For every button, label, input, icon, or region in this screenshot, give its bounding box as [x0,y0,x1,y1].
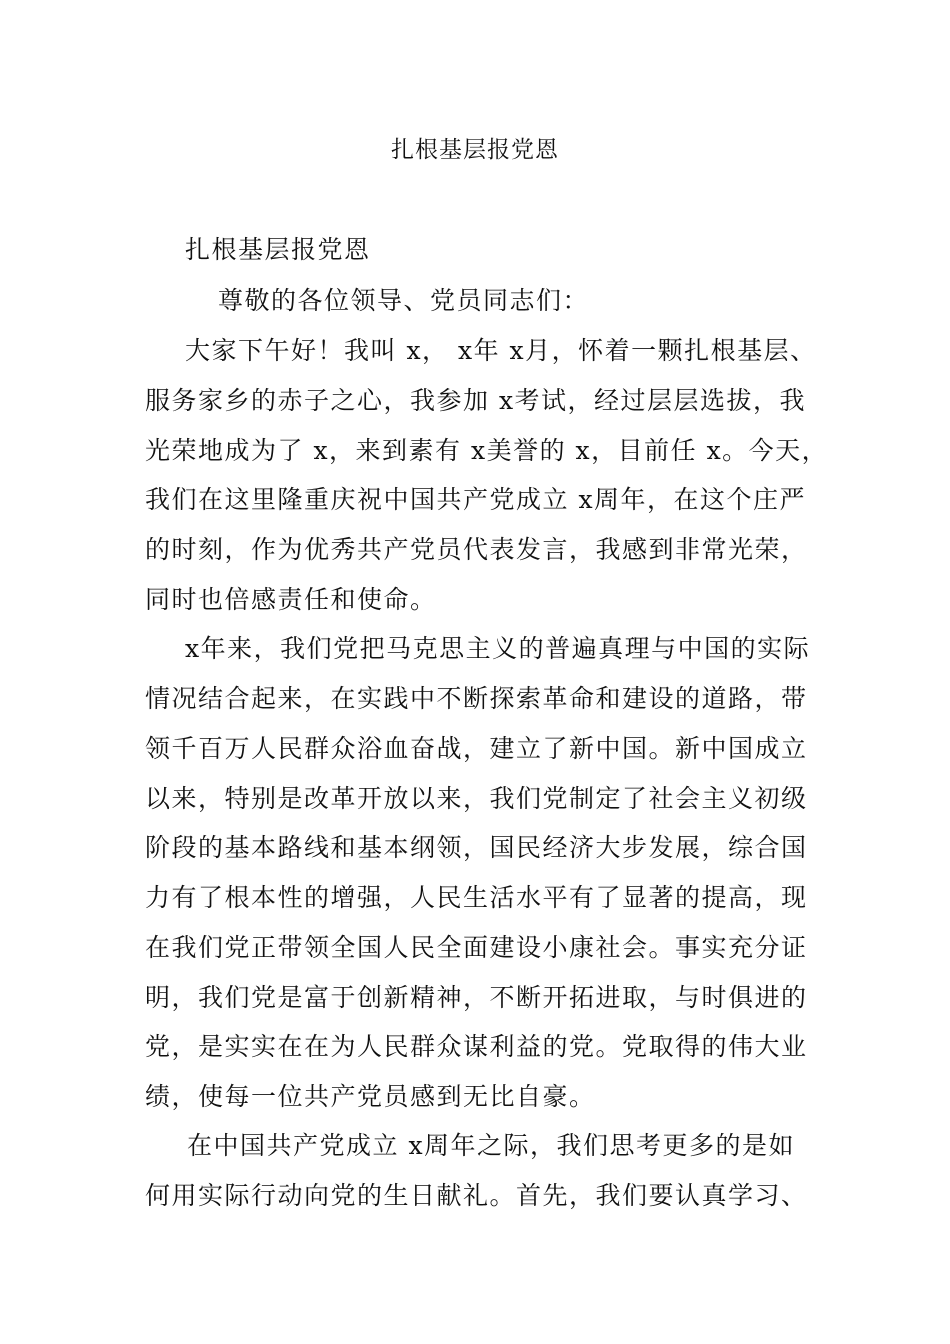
body-line: x年来，我们党把马克思主义的普遍真理与中国的实际 [185,634,811,663]
body-line: 阶段的基本路线和基本纲领，国民经济大步发展，综合国 [145,833,808,862]
body-line: 在我们党正带领全国人民全面建设小康社会。事实充分证 [145,933,808,962]
body-line: 明，我们党是富于创新精神，不断开拓进取，与时俱进的 [145,983,808,1012]
body-line: 情况结合起来，在实践中不断探索革命和建设的道路，带 [145,684,808,713]
body-line: 领千百万人民群众浴血奋战，建立了新中国。新中国成立 [145,734,808,763]
body-line: 光荣地成为了 x，来到素有 x美誉的 x，目前任 x。今天， [145,436,829,465]
body-line: 的时刻，作为优秀共产党员代表发言，我感到非常光荣， [145,535,808,564]
body-line: 以来，特别是改革开放以来，我们党制定了社会主义初级 [145,784,808,813]
body-line: 何用实际行动向党的生日献礼。首先，我们要认真学习、 [145,1181,808,1210]
body-line: 大家下午好！我叫 x， x年 x月，怀着一颗扎根基层、 [185,336,817,365]
body-line: 服务家乡的赤子之心，我参加 x考试，经过层层选拔，我 [145,386,807,415]
body-line: 力有了根本性的增强，人民生活水平有了显著的提高，现 [145,883,808,912]
body-line: 尊敬的各位领导、党员同志们： [218,286,590,315]
body-line: 在中国共产党成立 x周年之际，我们思考更多的是如 [187,1131,796,1160]
document-title: 扎根基层报党恩 [391,137,559,163]
body-line: 我们在这里隆重庆祝中国共产党成立 x周年，在这个庄严 [145,485,807,514]
body-line: 绩，使每一位共产党员感到无比自豪。 [145,1082,596,1111]
body-line: 党，是实实在在为人民群众谋利益的党。党取得的伟大业 [145,1032,808,1061]
body-line: 扎根基层报党恩 [185,235,371,264]
body-line: 同时也倍感责任和使命。 [145,585,437,614]
